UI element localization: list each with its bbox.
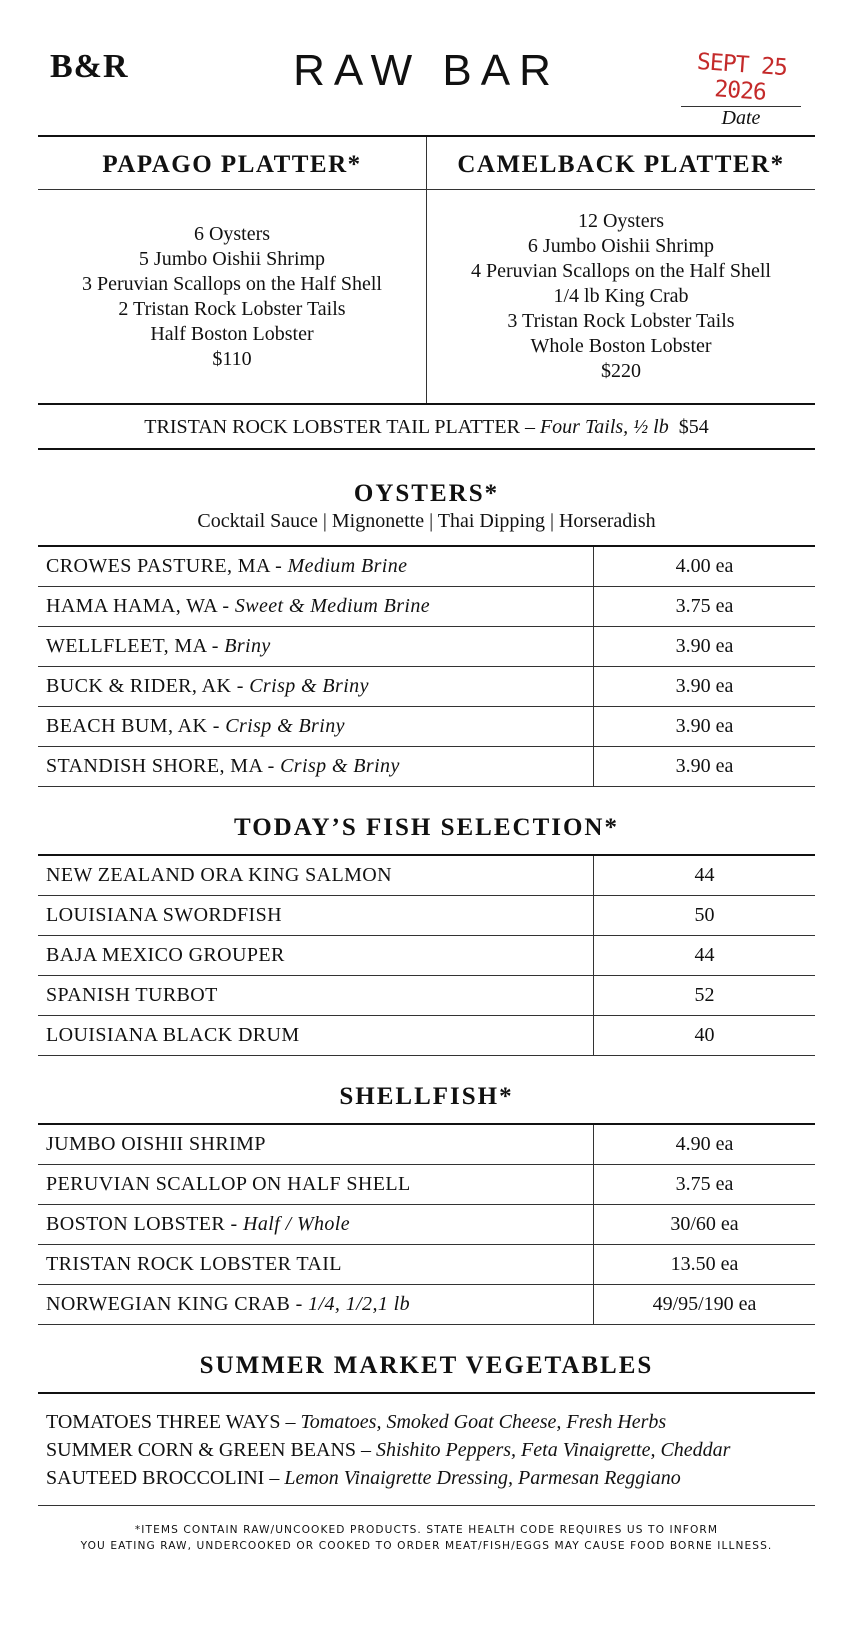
item-price: 3.90 ea: [594, 627, 816, 667]
list-item: [46, 1464, 807, 1492]
disclaimer-line: YOU EATING RAW, UNDERCOOKED OR COOKED TO ORDER MEAT/FISH/EGGS MAY CAUSE FOOD BORNE ILLNESS.: [80, 1540, 773, 1552]
shellfish-section: [38, 1083, 815, 1325]
date-box: [681, 48, 801, 130]
platter-item: Half Boston Lobster: [150, 322, 314, 345]
item-name: NORWEGIAN KING CRAB: [46, 1293, 291, 1315]
platter-item: 2 Tristan Rock Lobster Tails: [118, 297, 346, 320]
item-cell: [38, 707, 594, 747]
item-price: 52: [594, 976, 816, 1016]
sauce-list: Cocktail Sauce | Mignonette | Thai Dipping | Horseradish: [197, 510, 656, 532]
item-name: NEW ZEALAND ORA KING SALMON: [38, 855, 594, 896]
item-price: 44: [594, 855, 816, 896]
item-price: 49/95/190 ea: [594, 1285, 816, 1325]
table-row: [38, 546, 815, 587]
item-name: SAUTEED BROCCOLINI: [46, 1467, 265, 1489]
platters: [38, 135, 815, 405]
item-sep: -: [206, 635, 225, 657]
item-desc: Briny: [224, 635, 271, 657]
fish-table: [38, 854, 815, 1056]
item-sep: -: [269, 555, 288, 577]
table-row: [38, 747, 815, 787]
item-name: PERUVIAN SCALLOP ON HALF SHELL: [46, 1173, 411, 1195]
platter-item: 4 Peruvian Scallops on the Half Shell: [471, 260, 771, 282]
item-name: STANDISH SHORE, MA: [46, 755, 263, 777]
item-cell: [38, 1285, 594, 1325]
item-price: 4.90 ea: [594, 1124, 816, 1165]
platter-item: 5 Jumbo Oishii Shrimp: [138, 247, 326, 270]
item-name: JUMBO OISHII SHRIMP: [46, 1133, 266, 1155]
platter-item: 3 Peruvian Scallops on the Half Shell: [82, 272, 382, 295]
item-cell: [38, 587, 594, 627]
lobster-platter-desc: Four Tails, ½ lb: [539, 416, 669, 438]
item-desc: Shishito Peppers, Feta Vinaigrette, Cheddar: [376, 1439, 731, 1461]
section-title: SHELLFISH*: [339, 1083, 514, 1110]
logo: B&R: [50, 48, 129, 85]
item-sep: -: [225, 1213, 244, 1235]
oysters-section: [38, 480, 815, 787]
table-row: [38, 1124, 815, 1165]
date-label: Date: [721, 107, 761, 129]
item-desc: Crisp & Briny: [225, 715, 345, 737]
item-name: CROWES PASTURE, MA: [46, 555, 270, 577]
item-name: HAMA HAMA, WA: [46, 595, 217, 617]
item-desc: 1/4, 1/2,1 lb: [308, 1293, 411, 1315]
item-cell: [38, 1205, 594, 1245]
platter-item: 1/4 lb King Crab: [553, 285, 689, 307]
table-row: [38, 627, 815, 667]
item-cell: [38, 546, 594, 587]
vegetables-section: [38, 1352, 815, 1506]
item-name: BUCK & RIDER, AK: [46, 675, 232, 697]
lobster-tail-platter: [38, 405, 815, 450]
platter-name: CAMELBACK PLATTER*: [427, 137, 815, 190]
item-price: 30/60 ea: [594, 1205, 816, 1245]
item-desc: Lemon Vinaigrette Dressing, Parmesan Reggiano: [284, 1467, 681, 1489]
platter-name: PAPAGO PLATTER*: [38, 137, 426, 190]
health-disclaimer: [38, 1522, 815, 1554]
list-item: [46, 1436, 807, 1464]
item-cell: [38, 667, 594, 707]
item-price: 44: [594, 936, 816, 976]
table-row: [38, 1285, 815, 1325]
item-desc: Crisp & Briny: [280, 755, 400, 777]
item-name: BOSTON LOBSTER: [46, 1213, 226, 1235]
list-item: [46, 1408, 807, 1436]
item-desc: Tomatoes, Smoked Goat Cheese, Fresh Herbs: [300, 1411, 667, 1433]
menu-title: RAW BAR: [293, 46, 560, 95]
item-price: 4.00 ea: [594, 546, 816, 587]
item-name: LOUISIANA BLACK DRUM: [38, 1016, 594, 1056]
item-cell: [38, 627, 594, 667]
item-price: 3.75 ea: [594, 1165, 816, 1205]
item-name: SPANISH TURBOT: [38, 976, 594, 1016]
item-sep: –: [280, 1411, 301, 1433]
item-sep: -: [262, 755, 281, 777]
table-row: [38, 1205, 815, 1245]
item-name: WELLFLEET, MA: [46, 635, 207, 657]
item-cell: [38, 1245, 594, 1285]
papago-platter: [38, 137, 426, 403]
item-sep: -: [231, 675, 250, 697]
platter-items: [427, 190, 815, 403]
item-sep: –: [356, 1439, 377, 1461]
disclaimer-line: *ITEMS CONTAIN RAW/UNCOOKED PRODUCTS. STATE HEALTH CODE REQUIRES US TO INFORM: [134, 1524, 719, 1536]
table-row: [38, 855, 815, 896]
table-row: [38, 667, 815, 707]
item-desc: Sweet & Medium Brine: [234, 595, 431, 617]
item-price: 3.90 ea: [594, 707, 816, 747]
item-sep: -: [216, 595, 235, 617]
item-desc: Crisp & Briny: [249, 675, 369, 697]
item-name: BAJA MEXICO GROUPER: [38, 936, 594, 976]
fish-section: [38, 814, 815, 1056]
item-price: 3.90 ea: [594, 667, 816, 707]
platter-item: 12 Oysters: [577, 210, 665, 232]
oysters-table: [38, 545, 815, 787]
platter-item: 6 Oysters: [193, 222, 271, 245]
section-title: TODAY’S FISH SELECTION*: [233, 814, 619, 841]
section-title: SUMMER MARKET VEGETABLES: [199, 1352, 654, 1379]
table-row: [38, 1016, 815, 1056]
platter-item: 3 Tristan Rock Lobster Tails: [507, 310, 735, 332]
lobster-platter-name: TRISTAN ROCK LOBSTER TAIL PLATTER: [144, 416, 520, 438]
table-row: [38, 896, 815, 936]
table-row: [38, 936, 815, 976]
lobster-platter-price: $54: [678, 416, 709, 438]
date-stamp: SEPT 25 2026: [696, 48, 788, 106]
item-name: TRISTAN ROCK LOBSTER TAIL: [46, 1253, 342, 1275]
item-sep: –: [264, 1467, 285, 1489]
menu-header: [38, 0, 815, 135]
platter-price: $110: [212, 347, 252, 370]
item-price: 13.50 ea: [594, 1245, 816, 1285]
table-row: [38, 587, 815, 627]
lobster-platter-dash: –: [519, 416, 540, 438]
table-row: [38, 1245, 815, 1285]
item-cell: [38, 1124, 594, 1165]
item-price: 3.90 ea: [594, 747, 816, 787]
platter-price: $220: [601, 360, 641, 382]
item-sep: -: [207, 715, 226, 737]
table-row: [38, 707, 815, 747]
table-row: [38, 976, 815, 1016]
item-price: 40: [594, 1016, 816, 1056]
item-name: TOMATOES THREE WAYS: [46, 1411, 281, 1433]
item-desc: Half / Whole: [243, 1213, 351, 1235]
item-name: SUMMER CORN & GREEN BEANS: [46, 1439, 357, 1461]
camelback-platter: [426, 137, 815, 403]
platter-item: 6 Jumbo Oishii Shrimp: [527, 235, 715, 257]
shellfish-table: [38, 1123, 815, 1325]
table-row: [38, 1165, 815, 1205]
item-name: LOUISIANA SWORDFISH: [38, 896, 594, 936]
item-cell: [38, 747, 594, 787]
item-cell: [38, 1165, 594, 1205]
item-name: BEACH BUM, AK: [46, 715, 208, 737]
item-price: 50: [594, 896, 816, 936]
item-price: 3.75 ea: [594, 587, 816, 627]
item-sep: -: [290, 1293, 309, 1315]
item-desc: Medium Brine: [287, 555, 408, 577]
platter-items: [38, 190, 426, 403]
section-title: OYSTERS*: [353, 480, 500, 507]
platter-item: Whole Boston Lobster: [530, 335, 712, 357]
vegetables-list: [38, 1392, 815, 1506]
menu-page: [38, 0, 815, 1554]
